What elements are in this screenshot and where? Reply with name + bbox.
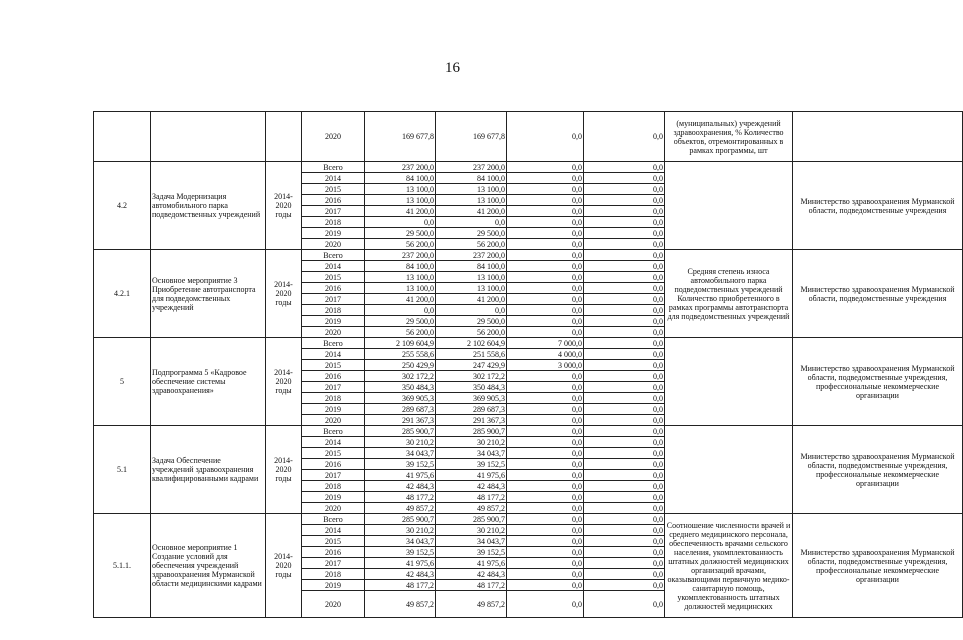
regional-budget-cell: 369 905,3 <box>436 393 507 404</box>
regional-budget-cell: 285 900,7 <box>436 514 507 525</box>
other-sources-cell: 0,0 <box>584 382 665 393</box>
regional-budget-cell: 0,0 <box>436 217 507 228</box>
other-sources-cell: 0,0 <box>584 393 665 404</box>
regional-budget-cell: 41 975,6 <box>436 558 507 569</box>
total-cell: 39 152,5 <box>365 547 436 558</box>
regional-budget-cell: 39 152,5 <box>436 547 507 558</box>
other-sources-cell: 0,0 <box>584 338 665 349</box>
year-cell: 2018 <box>302 217 365 228</box>
total-cell: 0,0 <box>365 217 436 228</box>
federal-budget-cell: 3 000,0 <box>507 360 584 371</box>
regional-budget-cell: 13 100,0 <box>436 272 507 283</box>
year-cell: 2015 <box>302 536 365 547</box>
total-cell: 29 500,0 <box>365 316 436 327</box>
total-cell: 0,0 <box>365 305 436 316</box>
federal-budget-cell: 0,0 <box>507 481 584 492</box>
federal-budget-cell: 0,0 <box>507 294 584 305</box>
year-cell: 2015 <box>302 184 365 195</box>
total-cell: 285 900,7 <box>365 514 436 525</box>
other-sources-cell: 0,0 <box>584 525 665 536</box>
other-sources-cell: 0,0 <box>584 536 665 547</box>
year-cell: Всего <box>302 338 365 349</box>
name-cell: Задача Модернизация автомобильного парка подведомственных учреждений <box>151 162 266 250</box>
federal-budget-cell: 0,0 <box>507 112 584 162</box>
regional-budget-cell: 34 043,7 <box>436 448 507 459</box>
federal-budget-cell: 0,0 <box>507 261 584 272</box>
regional-budget-cell: 302 172,2 <box>436 371 507 382</box>
year-cell: Всего <box>302 162 365 173</box>
regional-budget-cell: 291 367,3 <box>436 415 507 426</box>
period-cell: 2014-2020 годы <box>266 426 302 514</box>
regional-budget-cell: 49 857,2 <box>436 503 507 514</box>
name-cell: Основное мероприятие 1 Создание условий для обеспечения учреждений здравоохранения Мурманской области медицинскими кадрами <box>151 514 266 618</box>
federal-budget-cell: 0,0 <box>507 228 584 239</box>
federal-budget-cell: 0,0 <box>507 250 584 261</box>
total-cell: 41 975,6 <box>365 558 436 569</box>
year-cell: 2020 <box>302 415 365 426</box>
regional-budget-cell: 350 484,3 <box>436 382 507 393</box>
other-sources-cell: 0,0 <box>584 371 665 382</box>
other-sources-cell: 0,0 <box>584 580 665 591</box>
other-sources-cell: 0,0 <box>584 558 665 569</box>
other-sources-cell: 0,0 <box>584 250 665 261</box>
year-cell: 2020 <box>302 591 365 618</box>
federal-budget-cell: 0,0 <box>507 393 584 404</box>
executor-cell: Министерство здравоохранения Мурманской области, подведомственные учреждения <box>793 250 963 338</box>
year-cell: Всего <box>302 514 365 525</box>
regional-budget-cell: 169 677,8 <box>436 112 507 162</box>
other-sources-cell: 0,0 <box>584 360 665 371</box>
federal-budget-cell: 0,0 <box>507 448 584 459</box>
other-sources-cell: 0,0 <box>584 217 665 228</box>
regional-budget-cell: 42 484,3 <box>436 481 507 492</box>
other-sources-cell: 0,0 <box>584 184 665 195</box>
year-cell: 2019 <box>302 228 365 239</box>
regional-budget-cell: 41 200,0 <box>436 294 507 305</box>
federal-budget-cell: 0,0 <box>507 382 584 393</box>
period-cell: 2014-2020 годы <box>266 514 302 618</box>
period-cell: 2014-2020 годы <box>266 162 302 250</box>
other-sources-cell: 0,0 <box>584 459 665 470</box>
total-cell: 13 100,0 <box>365 184 436 195</box>
year-cell: 2017 <box>302 470 365 481</box>
total-cell: 369 905,3 <box>365 393 436 404</box>
regional-budget-cell: 48 177,2 <box>436 580 507 591</box>
federal-budget-cell: 0,0 <box>507 217 584 228</box>
federal-budget-cell: 0,0 <box>507 239 584 250</box>
total-cell: 56 200,0 <box>365 327 436 338</box>
regional-budget-cell: 251 558,6 <box>436 349 507 360</box>
other-sources-cell: 0,0 <box>584 283 665 294</box>
total-cell: 289 687,3 <box>365 404 436 415</box>
federal-budget-cell: 0,0 <box>507 316 584 327</box>
federal-budget-cell: 0,0 <box>507 547 584 558</box>
total-cell: 39 152,5 <box>365 459 436 470</box>
federal-budget-cell: 0,0 <box>507 404 584 415</box>
regional-budget-cell: 84 100,0 <box>436 173 507 184</box>
other-sources-cell: 0,0 <box>584 316 665 327</box>
code-cell: 4.2.1 <box>94 250 151 338</box>
name-cell: Задача Обеспечение учреждений здравоохранения квалифицированными кадрами <box>151 426 266 514</box>
total-cell: 2 109 604,9 <box>365 338 436 349</box>
program-table <box>93 111 963 618</box>
total-cell: 302 172,2 <box>365 371 436 382</box>
federal-budget-cell: 0,0 <box>507 492 584 503</box>
table-row <box>94 338 963 349</box>
other-sources-cell: 0,0 <box>584 261 665 272</box>
other-sources-cell: 0,0 <box>584 492 665 503</box>
federal-budget-cell: 0,0 <box>507 162 584 173</box>
total-cell: 49 857,2 <box>365 591 436 618</box>
regional-budget-cell: 39 152,5 <box>436 459 507 470</box>
federal-budget-cell: 4 000,0 <box>507 349 584 360</box>
year-cell: 2017 <box>302 294 365 305</box>
year-cell: 2018 <box>302 569 365 580</box>
code-cell: 4.2 <box>94 162 151 250</box>
regional-budget-cell: 49 857,2 <box>436 591 507 618</box>
federal-budget-cell: 7 000,0 <box>507 338 584 349</box>
federal-budget-cell: 0,0 <box>507 173 584 184</box>
total-cell: 56 200,0 <box>365 239 436 250</box>
name-cell <box>151 112 266 162</box>
executor-cell <box>793 112 963 162</box>
year-cell: 2016 <box>302 459 365 470</box>
other-sources-cell: 0,0 <box>584 415 665 426</box>
other-sources-cell: 0,0 <box>584 514 665 525</box>
total-cell: 30 210,2 <box>365 437 436 448</box>
total-cell: 42 484,3 <box>365 569 436 580</box>
regional-budget-cell: 34 043,7 <box>436 536 507 547</box>
table-row <box>94 162 963 173</box>
year-cell: 2017 <box>302 206 365 217</box>
year-cell: Всего <box>302 426 365 437</box>
total-cell: 84 100,0 <box>365 173 436 184</box>
year-cell: 2018 <box>302 393 365 404</box>
other-sources-cell: 0,0 <box>584 481 665 492</box>
federal-budget-cell: 0,0 <box>507 503 584 514</box>
year-cell: 2017 <box>302 382 365 393</box>
federal-budget-cell: 0,0 <box>507 426 584 437</box>
year-cell: 2016 <box>302 195 365 206</box>
indicator-cell: Средняя степень износа автомобильного парка подведомственных учреждений Количество приобретенного в рамках программы автотранспорта для подведомственных учреждений <box>665 250 793 338</box>
executor-cell: Министерство здравоохранения Мурманской области, подведомственные учреждения, профессиональные некоммерческие организации <box>793 426 963 514</box>
other-sources-cell: 0,0 <box>584 228 665 239</box>
total-cell: 41 200,0 <box>365 294 436 305</box>
indicator-cell <box>665 338 793 426</box>
total-cell: 250 429,9 <box>365 360 436 371</box>
total-cell: 48 177,2 <box>365 492 436 503</box>
regional-budget-cell: 237 200,0 <box>436 162 507 173</box>
total-cell: 13 100,0 <box>365 283 436 294</box>
period-cell <box>266 112 302 162</box>
regional-budget-cell: 42 484,3 <box>436 569 507 580</box>
indicator-cell: Соотношение численности врачей и среднего медицинского персонала, обеспеченность врачами сельского населения, укомплектованность штатных должностей медицинских организаций врачами, оказывающими первичную медико-санитарную помощь, укомплектованность штатных должностей медицинских <box>665 514 793 618</box>
total-cell: 48 177,2 <box>365 580 436 591</box>
regional-budget-cell: 237 200,0 <box>436 250 507 261</box>
executor-cell: Министерство здравоохранения Мурманской области, подведомственные учреждения, профессиональные некоммерческие организации <box>793 338 963 426</box>
federal-budget-cell: 0,0 <box>507 459 584 470</box>
table-row <box>94 112 963 162</box>
other-sources-cell: 0,0 <box>584 294 665 305</box>
total-cell: 34 043,7 <box>365 448 436 459</box>
total-cell: 29 500,0 <box>365 228 436 239</box>
year-cell: 2020 <box>302 327 365 338</box>
total-cell: 30 210,2 <box>365 525 436 536</box>
regional-budget-cell: 41 975,6 <box>436 470 507 481</box>
year-cell: 2016 <box>302 371 365 382</box>
code-cell: 5 <box>94 338 151 426</box>
name-cell: Основное мероприятие 3 Приобретение автотранспорта для подведомственных учреждений <box>151 250 266 338</box>
other-sources-cell: 0,0 <box>584 272 665 283</box>
total-cell: 237 200,0 <box>365 250 436 261</box>
other-sources-cell: 0,0 <box>584 327 665 338</box>
total-cell: 84 100,0 <box>365 261 436 272</box>
year-cell: Всего <box>302 250 365 261</box>
regional-budget-cell: 289 687,3 <box>436 404 507 415</box>
other-sources-cell: 0,0 <box>584 112 665 162</box>
regional-budget-cell: 13 100,0 <box>436 195 507 206</box>
year-cell: 2014 <box>302 349 365 360</box>
period-cell: 2014-2020 годы <box>266 338 302 426</box>
total-cell: 350 484,3 <box>365 382 436 393</box>
year-cell: 2017 <box>302 558 365 569</box>
code-cell: 5.1 <box>94 426 151 514</box>
total-cell: 41 975,6 <box>365 470 436 481</box>
regional-budget-cell: 29 500,0 <box>436 316 507 327</box>
federal-budget-cell: 0,0 <box>507 283 584 294</box>
year-cell: 2018 <box>302 305 365 316</box>
other-sources-cell: 0,0 <box>584 591 665 618</box>
year-cell: 2018 <box>302 481 365 492</box>
year-cell: 2016 <box>302 547 365 558</box>
total-cell: 13 100,0 <box>365 195 436 206</box>
name-cell: Подпрограмма 5 «Кадровое обеспечение системы здравоохранения» <box>151 338 266 426</box>
regional-budget-cell: 247 429,9 <box>436 360 507 371</box>
federal-budget-cell: 0,0 <box>507 437 584 448</box>
other-sources-cell: 0,0 <box>584 569 665 580</box>
federal-budget-cell: 0,0 <box>507 569 584 580</box>
total-cell: 13 100,0 <box>365 272 436 283</box>
code-cell: 5.1.1. <box>94 514 151 618</box>
federal-budget-cell: 0,0 <box>507 327 584 338</box>
total-cell: 49 857,2 <box>365 503 436 514</box>
federal-budget-cell: 0,0 <box>507 558 584 569</box>
year-cell: 2016 <box>302 283 365 294</box>
total-cell: 169 677,8 <box>365 112 436 162</box>
other-sources-cell: 0,0 <box>584 173 665 184</box>
page-number: 16 <box>445 60 460 76</box>
table-row <box>94 250 963 261</box>
regional-budget-cell: 30 210,2 <box>436 437 507 448</box>
regional-budget-cell: 13 100,0 <box>436 184 507 195</box>
regional-budget-cell: 13 100,0 <box>436 283 507 294</box>
year-cell: 2015 <box>302 272 365 283</box>
federal-budget-cell: 0,0 <box>507 195 584 206</box>
regional-budget-cell: 48 177,2 <box>436 492 507 503</box>
year-cell: 2019 <box>302 492 365 503</box>
year-cell: 2019 <box>302 316 365 327</box>
regional-budget-cell: 2 102 604,9 <box>436 338 507 349</box>
federal-budget-cell: 0,0 <box>507 525 584 536</box>
total-cell: 255 558,6 <box>365 349 436 360</box>
regional-budget-cell: 285 900,7 <box>436 426 507 437</box>
other-sources-cell: 0,0 <box>584 195 665 206</box>
regional-budget-cell: 29 500,0 <box>436 228 507 239</box>
year-cell: 2019 <box>302 580 365 591</box>
year-cell: 2019 <box>302 404 365 415</box>
other-sources-cell: 0,0 <box>584 448 665 459</box>
federal-budget-cell: 0,0 <box>507 371 584 382</box>
table-row <box>94 426 963 437</box>
indicator-cell <box>665 162 793 250</box>
other-sources-cell: 0,0 <box>584 437 665 448</box>
regional-budget-cell: 41 200,0 <box>436 206 507 217</box>
year-cell: 2020 <box>302 112 365 162</box>
total-cell: 34 043,7 <box>365 536 436 547</box>
federal-budget-cell: 0,0 <box>507 206 584 217</box>
total-cell: 42 484,3 <box>365 481 436 492</box>
regional-budget-cell: 0,0 <box>436 305 507 316</box>
other-sources-cell: 0,0 <box>584 404 665 415</box>
total-cell: 285 900,7 <box>365 426 436 437</box>
indicator-cell <box>665 426 793 514</box>
executor-cell: Министерство здравоохранения Мурманской области, подведомственные учреждения <box>793 162 963 250</box>
federal-budget-cell: 0,0 <box>507 591 584 618</box>
other-sources-cell: 0,0 <box>584 349 665 360</box>
federal-budget-cell: 0,0 <box>507 305 584 316</box>
other-sources-cell: 0,0 <box>584 470 665 481</box>
year-cell: 2014 <box>302 437 365 448</box>
total-cell: 237 200,0 <box>365 162 436 173</box>
year-cell: 2014 <box>302 173 365 184</box>
other-sources-cell: 0,0 <box>584 239 665 250</box>
other-sources-cell: 0,0 <box>584 305 665 316</box>
year-cell: 2015 <box>302 448 365 459</box>
federal-budget-cell: 0,0 <box>507 536 584 547</box>
other-sources-cell: 0,0 <box>584 547 665 558</box>
other-sources-cell: 0,0 <box>584 503 665 514</box>
year-cell: 2015 <box>302 360 365 371</box>
federal-budget-cell: 0,0 <box>507 514 584 525</box>
other-sources-cell: 0,0 <box>584 206 665 217</box>
indicator-cell: (муниципальных) учреждений здравоохранения, % Количество объектов, отремонтированных в рамках программы, шт <box>665 112 793 162</box>
total-cell: 41 200,0 <box>365 206 436 217</box>
total-cell: 291 367,3 <box>365 415 436 426</box>
federal-budget-cell: 0,0 <box>507 272 584 283</box>
regional-budget-cell: 56 200,0 <box>436 327 507 338</box>
period-cell: 2014-2020 годы <box>266 250 302 338</box>
code-cell <box>94 112 151 162</box>
year-cell: 2014 <box>302 261 365 272</box>
federal-budget-cell: 0,0 <box>507 470 584 481</box>
year-cell: 2014 <box>302 525 365 536</box>
other-sources-cell: 0,0 <box>584 162 665 173</box>
other-sources-cell: 0,0 <box>584 426 665 437</box>
regional-budget-cell: 84 100,0 <box>436 261 507 272</box>
year-cell: 2020 <box>302 239 365 250</box>
year-cell: 2020 <box>302 503 365 514</box>
regional-budget-cell: 30 210,2 <box>436 525 507 536</box>
regional-budget-cell: 56 200,0 <box>436 239 507 250</box>
federal-budget-cell: 0,0 <box>507 184 584 195</box>
table-row <box>94 514 963 525</box>
executor-cell: Министерство здравоохранения Мурманской области, подведомственные учреждения, профессиональные некоммерческие организации <box>793 514 963 618</box>
federal-budget-cell: 0,0 <box>507 415 584 426</box>
federal-budget-cell: 0,0 <box>507 580 584 591</box>
